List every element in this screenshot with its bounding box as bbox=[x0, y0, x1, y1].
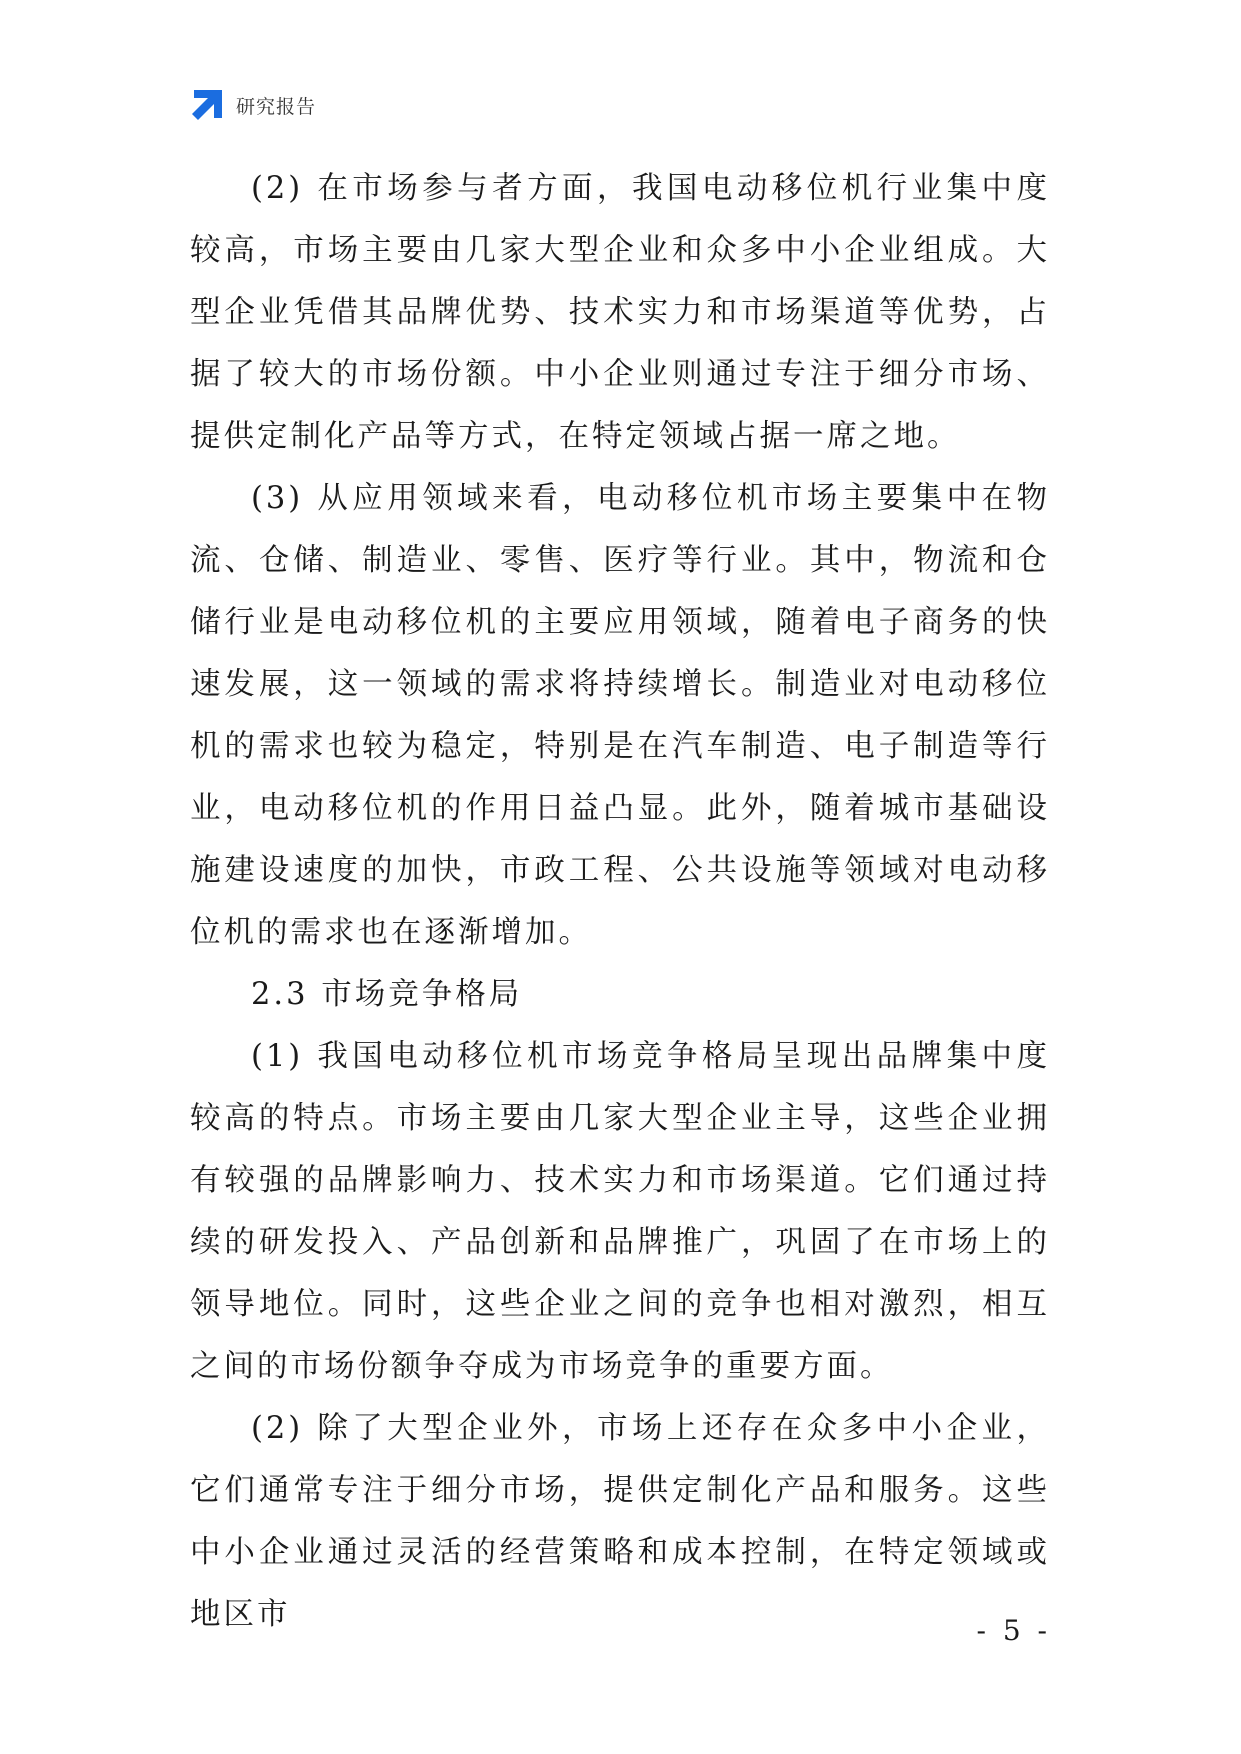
document-body bbox=[190, 158, 1050, 1646]
report-header bbox=[190, 88, 316, 122]
section-heading: 2.3 市场竞争格局 bbox=[251, 977, 523, 1012]
paragraph-competition-smes: (2) 除了大型企业外，市场上还存在众多中小企业，它们通常专注于细分市场，提供定制化产品和服务。这些中小企业通过灵活的经营策略和成本控制，在特定领域或地区市 bbox=[190, 1411, 1050, 1632]
arrow-up-right-icon bbox=[190, 88, 224, 122]
page-number: - 5 - bbox=[976, 1614, 1051, 1647]
paragraph-application-fields: (3) 从应用领域来看，电动移位机市场主要集中在物流、仓储、制造业、零售、医疗等行业。其中，物流和仓储行业是电动移位机的主要应用领域，随着电子商务的快速发展，这一领域的需求将持续增长。制造业对电动移位机的需求也较为稳定，特别是在汽车制造、电子制造等行业，电动移位机的作用日益凸显。此外，随着城市基础设施建设速度的加快，市政工程、公共设施等领域对电动移位机的需求也在逐渐增加。 bbox=[190, 481, 1050, 950]
header-title: 研究报告 bbox=[236, 95, 317, 118]
paragraph-market-participants: (2) 在市场参与者方面，我国电动移位机行业集中度较高，市场主要由几家大型企业和众多中小企业组成。大型企业凭借其品牌优势、技术实力和市场渠道等优势，占据了较大的市场份额。中小企业则通过专注于细分市场、提供定制化产品等方式，在特定领域占据一席之地。 bbox=[190, 171, 1050, 454]
paragraph-competition-brand-concentration: (1) 我国电动移位机市场竞争格局呈现出品牌集中度较高的特点。市场主要由几家大型企业主导，这些企业拥有较强的品牌影响力、技术实力和市场渠道。它们通过持续的研发投入、产品创新和品牌推广，巩固了在市场上的领导地位。同时，这些企业之间的竞争也相对激烈，相互之间的市场份额争夺成为市场竞争的重要方面。 bbox=[190, 1039, 1050, 1384]
